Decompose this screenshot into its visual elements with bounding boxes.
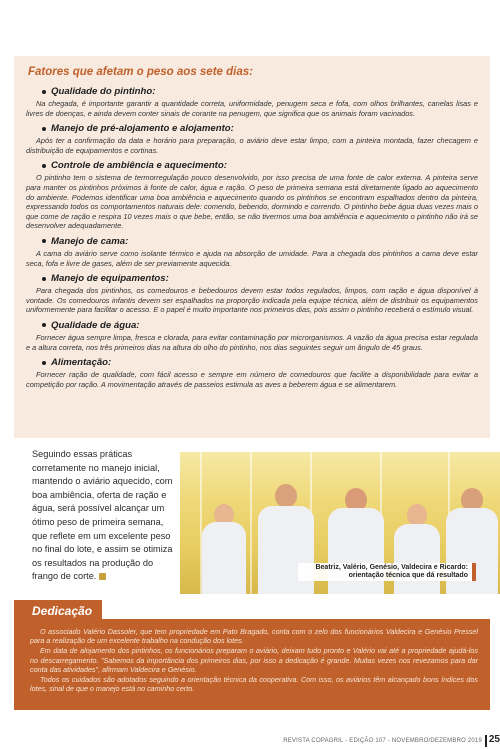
factor-heading: Qualidade de água: bbox=[51, 319, 140, 331]
caption-line-2: orientação técnica que dá resultado bbox=[348, 572, 468, 580]
factor-text: Para chegada dos pintinhos, os comedouros e bebedouros devem estar todos regulados, limpos, com ração e água disponível à vontade. Os comedouros infantis devem ser espalhados na proporção indicada pela equipe técnica, além de distribuir os equipamentos uniformemente para facilitar o acesso. E o papel é muito importante nos primeiros dias, pois assim o pintinho receberá o estímulo visual. bbox=[26, 286, 478, 315]
bullet-icon bbox=[42, 164, 46, 168]
page-number-divider bbox=[485, 735, 487, 747]
factor-heading: Manejo de equipamentos: bbox=[51, 273, 169, 285]
factor-heading: Manejo de cama: bbox=[51, 235, 129, 247]
factor-item bbox=[26, 86, 478, 118]
footer-text: REVISTA COPAGRIL - EDIÇÃO 107 - NOVEMBRO/DEZEMBRO 2019 bbox=[283, 738, 482, 744]
body-text: Seguindo essas práticas corretamente no manejo inicial, mantendo o aviário aquecido, com boa ambiência, oferta de ração e água, será possível alcançar um ótimo peso de primeira semana, que reflete em um excelente peso no final do lote, e assim se otimiza os resultados na produção do frango de corte. bbox=[32, 449, 173, 582]
factors-title: Fatores que afetam o peso aos sete dias: bbox=[28, 66, 253, 78]
dedication-paragraph: O associado Valério Dassoler, que tem propriedade em Pato Bragado, conta com o zelo dos funcionários Valdecira e Genésio Pressel para a realização de um excelente trabalho na condução dos lotes. bbox=[30, 627, 478, 646]
factor-text: Fornecer água sempre limpa, fresca e clorada, para evitar contaminação por microrganismos. A vazão da água precisa estar regulada e a altura correta, nos três primeiros dias na altura do olho do pintinho, nos dias seguintes seguir um ângulo de 45 graus. bbox=[26, 332, 478, 352]
factor-heading: Manejo de pré-alojamento e alojamento: bbox=[51, 123, 234, 135]
factor-heading: Alimentação: bbox=[51, 357, 112, 369]
bullet-icon bbox=[42, 90, 46, 94]
bullet-icon bbox=[42, 239, 46, 243]
article-end-icon bbox=[99, 573, 106, 580]
dedication-box bbox=[14, 619, 490, 710]
bullet-icon bbox=[42, 323, 46, 327]
page-number: 25 bbox=[488, 734, 500, 745]
photo-caption bbox=[298, 563, 476, 581]
person-figure bbox=[202, 482, 246, 594]
bullet-icon bbox=[42, 361, 46, 365]
dedication-title: Dedicação bbox=[32, 604, 93, 618]
barn-light-beam bbox=[250, 452, 252, 594]
factor-item bbox=[26, 123, 478, 155]
bullet-icon bbox=[42, 127, 46, 131]
dedication-paragraph: Em data de alojamento dos pintinhos, os funcionários preparam o aviário, deixam tudo pronto e Valério vai até a propriedade ajudá-los no descarregamento. "Sabemos da importância dos primeiros dias, por isso a dedicação é grande. Muitas vezes nos revezamos para dar conta das atividades", afirmam Valdecira e Genésio. bbox=[30, 646, 478, 674]
factor-item bbox=[26, 357, 478, 389]
factors-box bbox=[14, 56, 490, 438]
factor-text: Fornecer ração de qualidade, com fácil acesso e sempre em número de comedouros que facilite a disponibilidade para evitar a competição por ração. A movimentação através de passeios estimula as aves a beberem água e se alimentarem. bbox=[26, 370, 478, 389]
factor-item bbox=[26, 273, 478, 315]
body-paragraph bbox=[32, 448, 174, 584]
factor-text: Após ter a confirmação da data e horário para preparação, o aviário deve estar limpo, com a pinteira montada, fazer checagem e distribuição de equipamentos e cortinas. bbox=[26, 136, 478, 155]
factor-text: O pintinho tem o sistema de termorregulação pouco desenvolvido, por isso precisa de uma fonte de calor externa. A pinteira serve para manter os pintinhos próximos à fonte de calor, água e ração. O peso de primeira semana está diretamente ligado ao aquecimento do ambiente. Podemos identificar uma boa ambiência e aquecimento quando os pintinhos se encontram espalhados dentro da pinteira, expressando todos os comportamentos naturais dele: comendo, bebendo, dormindo e correndo. O pintinho bebe água duas vezes mais o que come de ração e respira 10 vezes mais o que bebe, então, se não tivermos uma boa ambiência e aquecimento o pintinho não irá se desenvolver adequadamente. bbox=[26, 173, 478, 231]
bullet-icon bbox=[42, 277, 46, 281]
caption-line-1: Beatriz, Valério, Genésio, Valdecira e Ricardo: bbox=[315, 564, 468, 571]
page-top-margin bbox=[0, 0, 500, 22]
factor-text: Na chegada, é importante garantir a quantidade correta, uniformidade, penugem seca e fofa, com olhos brilhantes, canelas lisas e livres de doenças, e ainda devem conter sinais de corante na penugem, que significa que os animais foram vacinados. bbox=[26, 99, 478, 118]
factor-text: A cama do aviário serve como isolante térmico e ajuda na absorção de umidade. Para a chegada dos pintinhos a cama deve estar seca, fofa e livre de gases, além de ser previamente aquecida. bbox=[26, 248, 478, 268]
factor-heading: Controle de ambiência e aquecimento: bbox=[51, 160, 227, 172]
factor-item bbox=[26, 160, 478, 231]
factor-item bbox=[26, 236, 478, 268]
dedication-paragraph: Todos os cuidados são adotados seguindo a orientação técnica da cooperativa. Com isso, os aviários têm alcançado bons índices dos lotes, sinal de que o manejo está no caminho certo. bbox=[30, 675, 478, 694]
factor-item bbox=[26, 320, 478, 352]
factor-heading: Qualidade do pintinho: bbox=[51, 86, 156, 97]
